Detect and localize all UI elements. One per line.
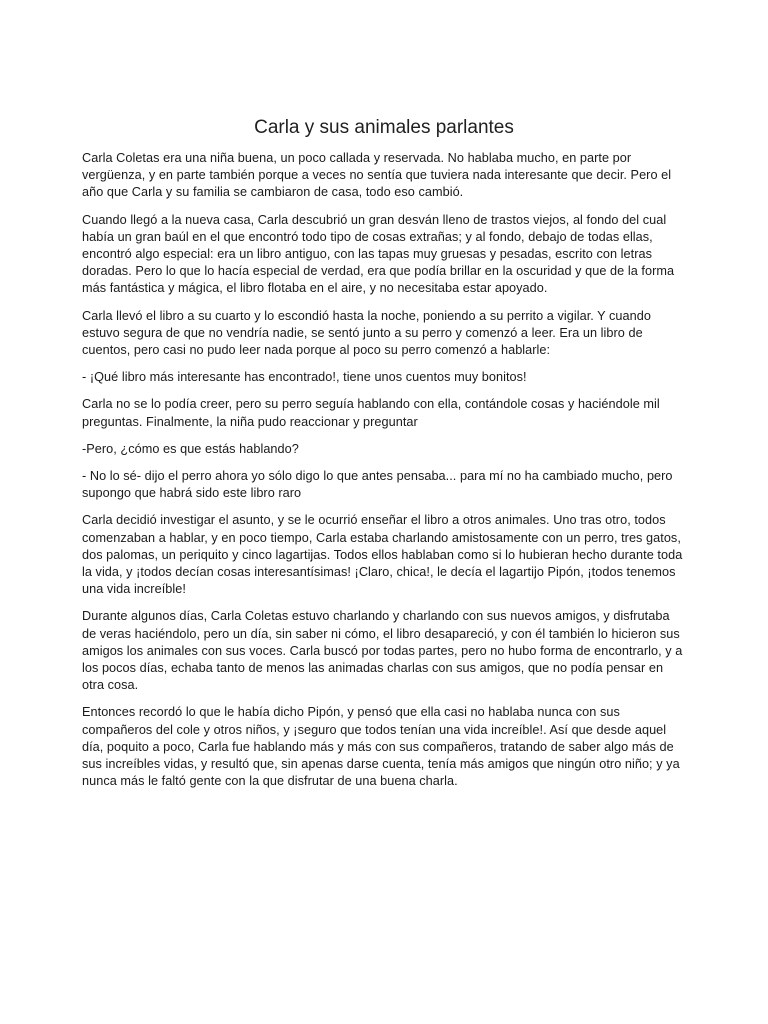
document-body: [82, 150, 687, 801]
paragraph-6: -Pero, ¿cómo es que estás hablando?: [82, 441, 299, 456]
paragraph-5: Carla no se lo podía creer, pero su perro seguía hablando con ella, contándole cosas y haciéndole mil preguntas. Finalmente, la niña pudo reaccionar y preguntar: [82, 397, 660, 429]
paragraph-4: - ¡Qué libro más interesante has encontrado!, tiene unos cuentos muy bonitos!: [82, 370, 527, 385]
paragraph-1: Carla Coletas era una niña buena, un poco callada y reservada. No hablaba mucho, en parte por vergüenza, y en parte también porque a veces no sentía que tuviera nada interesante que decir. Pero el año que Carla y su familia se cambiaron de casa, todo eso cambió.: [82, 151, 672, 200]
paragraph-10: Entonces recordó lo que le había dicho Pipón, y pensó que ella casi no hablaba nunca con sus compañeros del cole y otros niños, y ¡seguro que todos tenían una vida increíble!. Así que desde aquel día, poquito a poco, Carla fue hablando más y más con sus compañeros, tratando de saber algo más de sus increíbles vidas, y resultó que, sin apenas darse cuenta, tenía más amigos que ningún otro niño; y ya nunca más le faltó gente con la que disfrutar de una buena charla.: [82, 705, 680, 789]
paragraph-7: - No lo sé- dijo el perro ahora yo sólo digo lo que antes pensaba... para mí no ha cambiado mucho, pero supongo que habrá sido este libro raro: [82, 469, 673, 501]
paragraph-2: Cuando llegó a la nueva casa, Carla descubrió un gran desván lleno de trastos viejos, al fondo del cual había un gran baúl en el que encontró todo tipo de cosas extrañas; y al fondo, debajo de todas ellas, encontró algo especial: era un libro antiguo, con las tapas muy gruesas y pesadas, escrito con letras doradas. Pero lo que lo hacía especial de verdad, era que podía brillar en la oscuridad y que de la forma más fantástica y mágica, el libro flotaba en el aire, y no necesitaba estar apoyado.: [82, 212, 675, 296]
document-title: Carla y sus animales parlantes: [254, 117, 514, 138]
paragraph-3: Carla llevó el libro a su cuarto y lo escondió hasta la noche, poniendo a su perrito a vigilar. Y cuando estuvo segura de que no vendría nadie, se sentó junto a su perro y comenzó a leer. Era un libro de cuentos, pero casi no pudo leer nada porque al poco su perro comenzó a hablarle:: [82, 308, 651, 358]
paragraph-9: Durante algunos días, Carla Coletas estuvo charlando y charlando con sus nuevos amigos, y disfrutaba de veras haciéndolo, pero un día, sin saber ni cómo, el libro desapareció, y con él también lo hicieron sus amigos los animales con sus voces. Carla buscó por todas partes, pero no hubo forma de encontrarlo, y a los pocos días, echaba tanto de menos las animadas charlas con sus amigos, que no podía pensar en otra cosa.: [82, 609, 683, 693]
paragraph-8: Carla decidió investigar el asunto, y se le ocurrió enseñar el libro a otros animales. Uno tras otro, todos comenzaban a hablar, y en poco tiempo, Carla estaba charlando amistosamente con un perro, tres gatos, dos palomas, un periquito y cinco lagartijas. Todos ellos hablaban como si lo hubieran hecho durante toda la vida, y ¡todos decían cosas interesantísimas! ¡Claro, chica!, le decía el lagartijo Pipón, ¡todos tenemos una vida increíble!: [82, 513, 683, 597]
